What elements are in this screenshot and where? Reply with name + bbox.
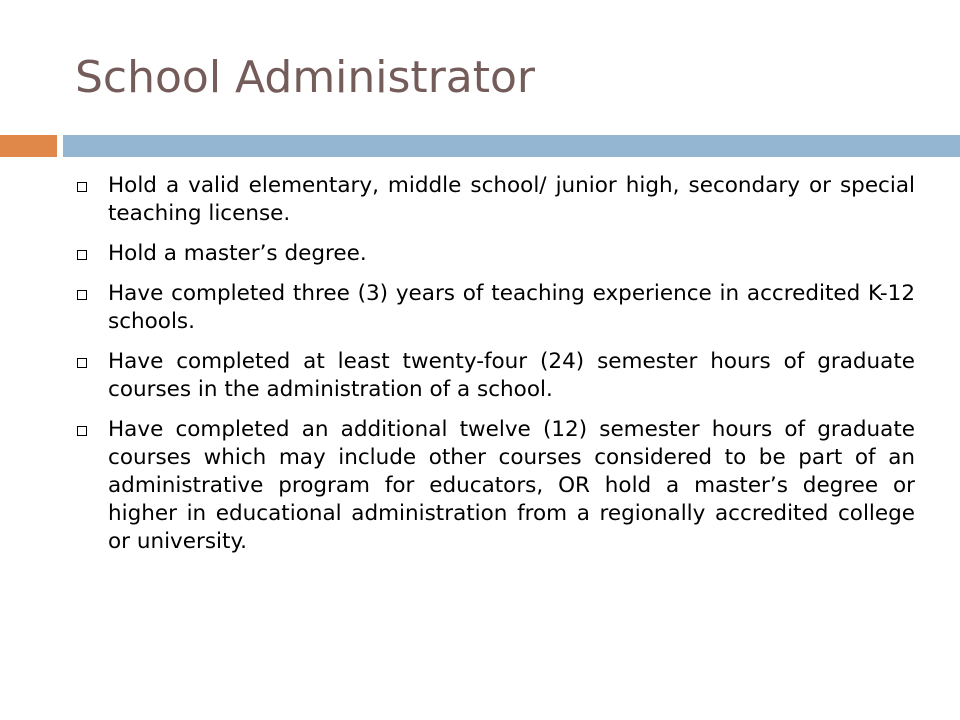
square-bullet-icon bbox=[77, 358, 87, 368]
square-bullet-icon bbox=[77, 250, 87, 260]
square-bullet-icon bbox=[77, 182, 87, 192]
bullet-text: Have completed three (3) years of teaching experience in accredited K-12 schools. bbox=[108, 281, 915, 334]
list-item bbox=[75, 240, 915, 268]
list-item bbox=[75, 280, 915, 336]
bullet-text: Hold a master’s degree. bbox=[108, 241, 367, 266]
list-item bbox=[75, 348, 915, 404]
slide-title: School Administrator bbox=[75, 52, 536, 103]
square-bullet-icon bbox=[77, 426, 87, 436]
accent-bar bbox=[0, 135, 57, 157]
requirements-list bbox=[75, 172, 915, 568]
bullet-text: Have completed at least twenty-four (24) semester hours of graduate courses in the administration of a school. bbox=[108, 349, 915, 402]
list-item bbox=[75, 416, 915, 556]
header-bar bbox=[63, 135, 960, 157]
bullet-text: Have completed an additional twelve (12) semester hours of graduate courses which may include other courses considered to be part of an administrative program for educators, OR hold a master’s degree or higher in educational administration from a regionally accredited college or university. bbox=[108, 417, 915, 554]
list-item bbox=[75, 172, 915, 228]
square-bullet-icon bbox=[77, 290, 87, 300]
bullet-text: Hold a valid elementary, middle school/ junior high, secondary or special teaching license. bbox=[108, 173, 915, 226]
